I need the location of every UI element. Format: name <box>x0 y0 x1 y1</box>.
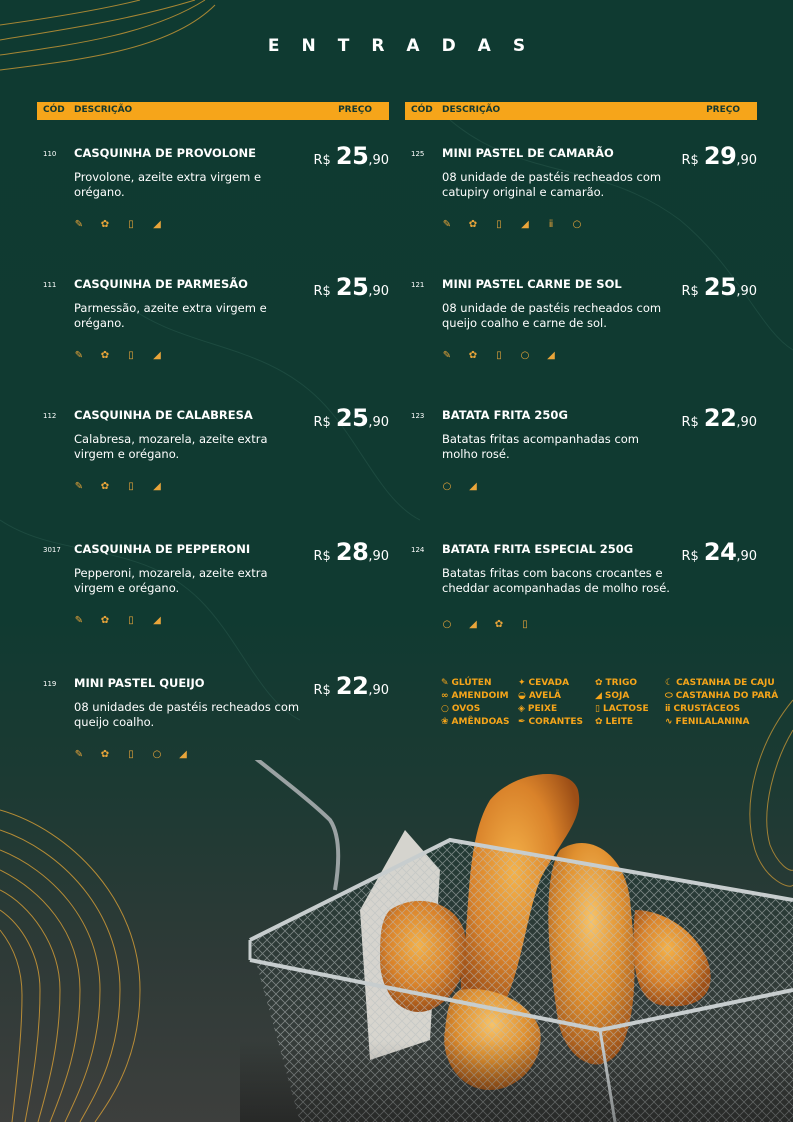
header-cod: CÓD <box>43 105 65 115</box>
legend-item: ∿ FENILALANINA <box>665 717 750 727</box>
price-decimal: ,90 <box>368 153 389 168</box>
menu-item <box>405 538 757 662</box>
item-price <box>682 142 758 170</box>
item-code: 110 <box>43 150 57 158</box>
allergen-icons <box>74 351 162 361</box>
gluten-icon: ✎ <box>74 219 84 230</box>
legend-item: ◈ PEIXE <box>518 704 558 714</box>
price-currency: R$ <box>313 153 331 168</box>
price-integer: 24 <box>703 538 737 566</box>
soja-icon: ◢ <box>469 619 477 630</box>
menu-item <box>37 404 389 528</box>
ovos-icon: ○ <box>441 704 449 714</box>
avela-icon: ◒ <box>518 691 526 701</box>
peixe-icon: ◈ <box>518 704 525 714</box>
fried-food-basket-photo <box>240 760 793 1122</box>
price-decimal: ,90 <box>736 415 757 430</box>
item-name: CASQUINHA DE PARMESÃO <box>74 277 248 291</box>
castanha-para-icon: ⬭ <box>665 691 673 701</box>
item-name: BATATA FRITA ESPECIAL 250G <box>442 542 634 556</box>
price-decimal: ,90 <box>368 683 389 698</box>
menu-item <box>405 404 757 528</box>
trigo-icon: ✿ <box>100 219 110 230</box>
legend-item: ✿ TRIGO <box>595 678 638 688</box>
soja-icon: ◢ <box>153 481 161 492</box>
lactose-icon: ▯ <box>522 619 528 630</box>
soja-icon: ◢ <box>153 219 161 230</box>
item-name: MINI PASTEL QUEIJO <box>74 676 205 690</box>
crustaceos-icon: ⅱ <box>548 219 554 230</box>
price-currency: R$ <box>681 415 699 430</box>
menu-item <box>405 273 757 397</box>
header-descricao: DESCRIÇÃO <box>442 105 501 115</box>
gluten-icon: ✎ <box>74 615 84 626</box>
item-price <box>314 273 390 301</box>
header-preco: PREÇO <box>338 105 372 115</box>
item-code: 112 <box>43 412 57 420</box>
column-header <box>37 102 389 120</box>
item-price <box>682 273 758 301</box>
fenilalanina-icon: ∿ <box>665 717 673 727</box>
gluten-icon: ✎ <box>442 219 452 230</box>
item-description: 08 unidade de pastéis recheados com queijo coalho e carne de sol. <box>442 301 662 330</box>
item-description: Batatas fritas com bacons crocantes e cheddar acompanhadas de molho rosé. <box>442 566 670 595</box>
item-description: 08 unidades de pastéis recheados com queijo coalho. <box>74 700 300 729</box>
item-code: 121 <box>411 281 425 289</box>
soja-icon: ◢ <box>595 691 602 701</box>
allergen-icons <box>74 482 162 492</box>
trigo-icon: ✿ <box>100 481 110 492</box>
allergen-legend <box>441 678 781 727</box>
price-currency: R$ <box>313 415 331 430</box>
legend-item: ◒ AVELÃ <box>518 691 562 701</box>
item-description: Parmessão, azeite extra virgem e orégano. <box>74 301 267 330</box>
item-price <box>314 672 390 700</box>
ovos-icon: ○ <box>520 350 530 361</box>
castanha-caju-icon: ☾ <box>665 678 674 688</box>
item-description: Provolone, azeite extra virgem e orégano. <box>74 170 262 199</box>
price-decimal: ,90 <box>368 415 389 430</box>
item-description: Batatas fritas acompanhadas com molho rosé. <box>442 432 640 461</box>
menu-item <box>37 538 389 662</box>
item-description: 08 unidade de pastéis recheados com catupiry original e camarão. <box>442 170 662 199</box>
soja-icon: ◢ <box>547 350 555 361</box>
soja-icon: ◢ <box>179 749 187 760</box>
allergen-icons <box>74 750 188 760</box>
legend-item: ☾ CASTANHA DE CAJU <box>665 678 775 688</box>
amendoas-icon: ❀ <box>441 717 449 727</box>
item-description: Pepperoni, mozarela, azeite extra virgem e orégano. <box>74 566 268 595</box>
item-code: 3017 <box>43 546 61 554</box>
leite-icon: ✿ <box>595 717 603 727</box>
header-descricao: DESCRIÇÃO <box>74 105 133 115</box>
legend-item: ❀ AMÊNDOAS <box>441 717 510 727</box>
item-code: 111 <box>43 281 57 289</box>
amendoim-icon: ∞ <box>441 691 449 701</box>
trigo-icon: ✿ <box>494 619 504 630</box>
lactose-icon: ▯ <box>128 350 134 361</box>
price-decimal: ,90 <box>736 153 757 168</box>
corantes-icon: ✒ <box>518 717 526 727</box>
price-currency: R$ <box>313 683 331 698</box>
price-integer: 29 <box>703 142 737 170</box>
price-currency: R$ <box>681 284 699 299</box>
header-preco: PREÇO <box>706 105 740 115</box>
soja-icon: ◢ <box>521 219 529 230</box>
trigo-icon: ✿ <box>100 615 110 626</box>
item-name: CASQUINHA DE PEPPERONI <box>74 542 251 556</box>
price-integer: 25 <box>703 273 737 301</box>
price-currency: R$ <box>313 284 331 299</box>
menu-column-left <box>37 102 389 760</box>
lactose-icon: ▯ <box>128 481 134 492</box>
price-currency: R$ <box>681 153 699 168</box>
legend-item: ◢ SOJA <box>595 691 630 701</box>
item-price <box>682 538 758 566</box>
trigo-icon: ✿ <box>100 749 110 760</box>
lactose-icon: ▯ <box>496 350 502 361</box>
price-integer: 25 <box>335 142 369 170</box>
header-cod: CÓD <box>411 105 433 115</box>
soja-icon: ◢ <box>153 350 161 361</box>
gluten-icon: ✎ <box>74 350 84 361</box>
legend-item: ✎ GLÚTEN <box>441 678 492 688</box>
lactose-icon: ▯ <box>128 615 134 626</box>
legend-item: ⅱ CRUSTÁCEOS <box>665 704 741 714</box>
item-description: Calabresa, mozarela, azeite extra virgem e orégano. <box>74 432 268 461</box>
menu-item <box>405 142 757 266</box>
item-code: 119 <box>43 680 57 688</box>
price-decimal: ,90 <box>368 284 389 299</box>
item-code: 123 <box>411 412 425 420</box>
allergen-icons <box>442 620 530 630</box>
price-integer: 25 <box>335 273 369 301</box>
gluten-icon: ✎ <box>74 481 84 492</box>
lactose-icon: ▯ <box>128 219 134 230</box>
item-code: 124 <box>411 546 425 554</box>
gluten-icon: ✎ <box>441 678 449 688</box>
item-name: MINI PASTEL DE CAMARÃO <box>442 146 614 160</box>
item-price <box>682 404 758 432</box>
legend-item: ○ OVOS <box>441 704 481 714</box>
item-price <box>314 142 390 170</box>
allergen-icons <box>74 616 162 626</box>
page-title: ENTRADAS <box>267 36 548 56</box>
trigo-icon: ✿ <box>468 350 478 361</box>
menu-item <box>37 142 389 266</box>
lactose-icon: ▯ <box>128 749 134 760</box>
gluten-icon: ✎ <box>74 749 84 760</box>
item-name: BATATA FRITA 250G <box>442 408 568 422</box>
price-decimal: ,90 <box>368 549 389 564</box>
item-price <box>314 538 390 566</box>
legend-item: ▯ LACTOSE <box>595 704 649 714</box>
price-decimal: ,90 <box>736 549 757 564</box>
legend-item: ✒ CORANTES <box>518 717 583 727</box>
allergen-icons <box>442 351 556 361</box>
column-header <box>405 102 757 120</box>
ovos-icon: ○ <box>572 219 582 230</box>
allergen-icons <box>442 220 582 230</box>
price-integer: 28 <box>335 538 369 566</box>
legend-item: ✿ LEITE <box>595 717 634 727</box>
ovos-icon: ○ <box>152 749 162 760</box>
price-integer: 25 <box>335 404 369 432</box>
item-name: MINI PASTEL CARNE DE SOL <box>442 277 622 291</box>
cevada-icon: ✦ <box>518 678 526 688</box>
price-currency: R$ <box>681 549 699 564</box>
soja-icon: ◢ <box>153 615 161 626</box>
crustaceos-icon: ⅱ <box>665 704 671 714</box>
legend-item: ∞ AMENDOIM <box>441 691 509 701</box>
legend-item: ✦ CEVADA <box>518 678 570 688</box>
trigo-icon: ✿ <box>100 350 110 361</box>
ovos-icon: ○ <box>442 619 452 630</box>
item-price <box>314 404 390 432</box>
trigo-icon: ✿ <box>595 678 603 688</box>
allergen-icons <box>74 220 162 230</box>
trigo-icon: ✿ <box>468 219 478 230</box>
item-name: CASQUINHA DE CALABRESA <box>74 408 253 422</box>
price-integer: 22 <box>335 672 369 700</box>
item-name: CASQUINHA DE PROVOLONE <box>74 146 256 160</box>
soja-icon: ◢ <box>469 481 477 492</box>
item-code: 125 <box>411 150 425 158</box>
price-currency: R$ <box>313 549 331 564</box>
allergen-icons <box>442 482 478 492</box>
menu-item <box>37 273 389 397</box>
menu-column-right <box>405 102 757 630</box>
legend-item: ⬭ CASTANHA DO PARÁ <box>665 691 779 701</box>
ovos-icon: ○ <box>442 481 452 492</box>
gluten-icon: ✎ <box>442 350 452 361</box>
price-integer: 22 <box>703 404 737 432</box>
price-decimal: ,90 <box>736 284 757 299</box>
lactose-icon: ▯ <box>595 704 600 714</box>
lactose-icon: ▯ <box>496 219 502 230</box>
